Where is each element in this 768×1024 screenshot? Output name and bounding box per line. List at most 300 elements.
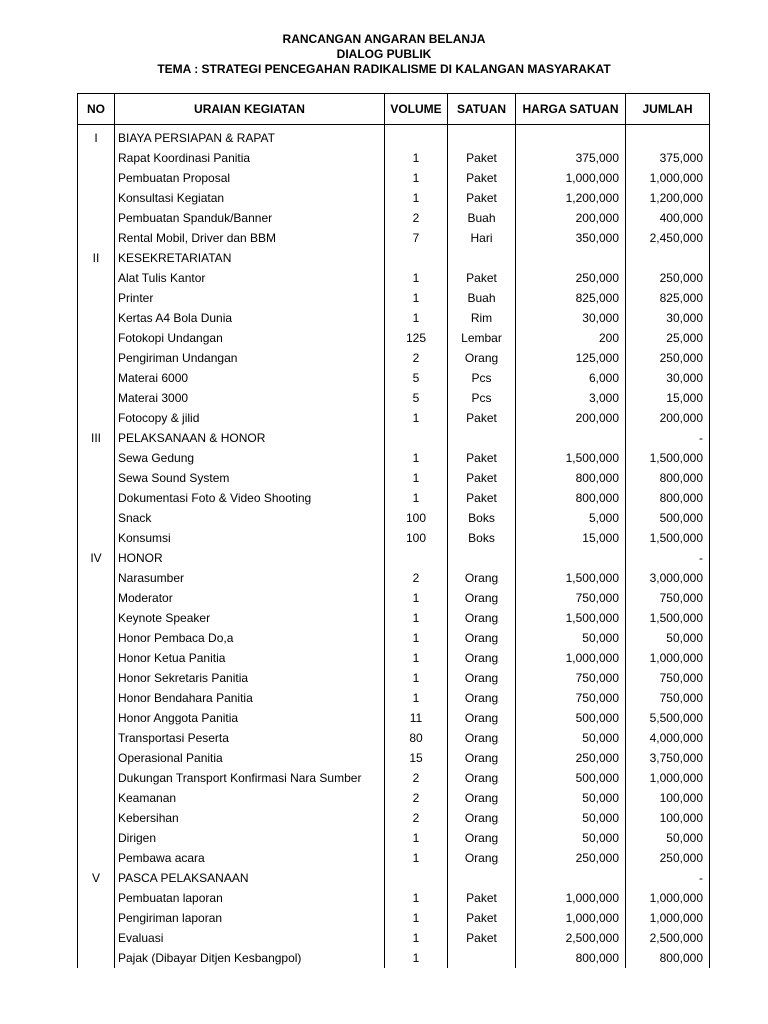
row-unit: Paket (448, 888, 516, 908)
row-no (78, 748, 115, 768)
row-description: Pajak (Dibayar Ditjen Kesbangpol) (115, 948, 385, 968)
table-row (78, 328, 710, 348)
row-total: 15,000 (626, 388, 710, 408)
row-description: Honor Ketua Panitia (115, 648, 385, 668)
row-no (78, 288, 115, 308)
row-no (78, 848, 115, 868)
row-no (78, 628, 115, 648)
row-no (78, 348, 115, 368)
row-no (78, 408, 115, 428)
row-total: - (626, 548, 710, 568)
table-row (78, 608, 710, 628)
row-total: 250,000 (626, 348, 710, 368)
row-volume: 2 (385, 348, 448, 368)
row-no: V (78, 868, 115, 888)
row-total: 1,000,000 (626, 888, 710, 908)
row-total: 1,000,000 (626, 908, 710, 928)
row-unit: Paket (448, 408, 516, 428)
row-total: - (626, 868, 710, 888)
section-row (78, 125, 710, 149)
table-body (78, 125, 710, 969)
row-unit-price (516, 125, 626, 149)
row-unit-price: 1,000,000 (516, 908, 626, 928)
row-unit: Paket (448, 468, 516, 488)
row-unit: Lembar (448, 328, 516, 348)
row-unit: Orang (448, 768, 516, 788)
table-row (78, 708, 710, 728)
row-volume (385, 868, 448, 888)
row-volume: 1 (385, 288, 448, 308)
table-row (78, 828, 710, 848)
row-unit: Paket (448, 148, 516, 168)
row-no (78, 508, 115, 528)
section-row (78, 868, 710, 888)
row-description: Rapat Koordinasi Panitia (115, 148, 385, 168)
row-unit: Paket (448, 168, 516, 188)
table-row (78, 488, 710, 508)
row-total: 100,000 (626, 808, 710, 828)
row-total: 5,500,000 (626, 708, 710, 728)
row-description: Honor Sekretaris Panitia (115, 668, 385, 688)
col-header-no: NO (78, 94, 115, 125)
table-row (78, 688, 710, 708)
row-no (78, 808, 115, 828)
row-unit-price: 1,000,000 (516, 648, 626, 668)
row-unit: Paket (448, 448, 516, 468)
row-unit: Orang (448, 668, 516, 688)
row-total: 400,000 (626, 208, 710, 228)
row-volume: 1 (385, 588, 448, 608)
row-volume: 1 (385, 628, 448, 648)
row-unit: Orang (448, 808, 516, 828)
document-theme: TEMA : STRATEGI PENCEGAHAN RADIKALISME DI KALANGAN MASYARAKAT (157, 62, 611, 76)
budget-table (77, 93, 710, 968)
row-no: IV (78, 548, 115, 568)
row-unit-price: 1,500,000 (516, 448, 626, 468)
row-total: 1,000,000 (626, 768, 710, 788)
row-unit (448, 248, 516, 268)
row-unit-price: 500,000 (516, 768, 626, 788)
col-header-harga: HARGA SATUAN (516, 94, 626, 125)
row-volume: 2 (385, 788, 448, 808)
table-row (78, 508, 710, 528)
row-unit: Orang (448, 588, 516, 608)
table-row (78, 408, 710, 428)
table-row (78, 788, 710, 808)
row-volume: 1 (385, 668, 448, 688)
row-unit-price: 50,000 (516, 788, 626, 808)
col-header-volume: VOLUME (385, 94, 448, 125)
row-description: Alat Tulis Kantor (115, 268, 385, 288)
row-volume: 2 (385, 768, 448, 788)
row-description: KESEKRETARIATAN (115, 248, 385, 268)
table-row (78, 668, 710, 688)
row-no (78, 728, 115, 748)
table-row (78, 928, 710, 948)
row-total: 1,000,000 (626, 168, 710, 188)
row-unit: Orang (448, 708, 516, 728)
row-unit-price: 200,000 (516, 208, 626, 228)
row-unit: Paket (448, 928, 516, 948)
row-no (78, 148, 115, 168)
row-unit: Paket (448, 908, 516, 928)
row-description: Honor Bendahara Panitia (115, 688, 385, 708)
row-description: Keamanan (115, 788, 385, 808)
row-description: HONOR (115, 548, 385, 568)
table-header-row (78, 94, 710, 125)
row-description: Narasumber (115, 568, 385, 588)
row-unit-price: 200 (516, 328, 626, 348)
row-unit-price: 750,000 (516, 668, 626, 688)
row-total: 1,500,000 (626, 448, 710, 468)
row-unit: Boks (448, 528, 516, 548)
row-description: Honor Pembaca Do,a (115, 628, 385, 648)
row-no (78, 168, 115, 188)
row-total: 2,450,000 (626, 228, 710, 248)
col-header-satuan: SATUAN (448, 94, 516, 125)
row-unit: Paket (448, 188, 516, 208)
row-unit-price: 800,000 (516, 468, 626, 488)
row-description: Transportasi Peserta (115, 728, 385, 748)
row-unit-price: 500,000 (516, 708, 626, 728)
row-no: I (78, 125, 115, 149)
row-total: 50,000 (626, 828, 710, 848)
row-unit: Orang (448, 688, 516, 708)
row-description: Rental Mobil, Driver dan BBM (115, 228, 385, 248)
document-subtitle: DIALOG PUBLIK (336, 47, 432, 61)
row-unit-price: 1,500,000 (516, 608, 626, 628)
row-unit-price: 30,000 (516, 308, 626, 328)
row-no (78, 888, 115, 908)
table-row (78, 768, 710, 788)
row-total: 25,000 (626, 328, 710, 348)
row-description: Kertas A4 Bola Dunia (115, 308, 385, 328)
row-volume: 5 (385, 388, 448, 408)
row-no (78, 608, 115, 628)
row-no (78, 268, 115, 288)
row-no (78, 688, 115, 708)
document-header (0, 32, 768, 77)
row-total: 800,000 (626, 488, 710, 508)
row-unit-price: 5,000 (516, 508, 626, 528)
table-row (78, 388, 710, 408)
table-row (78, 168, 710, 188)
table-row (78, 188, 710, 208)
row-unit (448, 948, 516, 968)
row-description: Dokumentasi Foto & Video Shooting (115, 488, 385, 508)
row-total: 4,000,000 (626, 728, 710, 748)
row-volume: 2 (385, 568, 448, 588)
row-unit: Buah (448, 208, 516, 228)
row-description: Printer (115, 288, 385, 308)
row-unit: Orang (448, 728, 516, 748)
section-row (78, 428, 710, 448)
row-unit-price: 250,000 (516, 848, 626, 868)
row-no (78, 328, 115, 348)
row-unit-price: 250,000 (516, 268, 626, 288)
row-volume: 1 (385, 948, 448, 968)
row-unit: Orang (448, 568, 516, 588)
row-description: PELAKSANAAN & HONOR (115, 428, 385, 448)
row-total: 100,000 (626, 788, 710, 808)
row-no (78, 188, 115, 208)
table-row (78, 288, 710, 308)
row-description: Fotokopi Undangan (115, 328, 385, 348)
row-description: Kebersihan (115, 808, 385, 828)
col-header-jumlah: JUMLAH (626, 94, 710, 125)
row-total: 200,000 (626, 408, 710, 428)
row-total: 30,000 (626, 368, 710, 388)
row-volume: 1 (385, 608, 448, 628)
row-no (78, 448, 115, 468)
row-volume: 100 (385, 508, 448, 528)
row-total: 1,500,000 (626, 608, 710, 628)
table-row (78, 808, 710, 828)
row-unit (448, 428, 516, 448)
row-description: Pengiriman laporan (115, 908, 385, 928)
row-volume (385, 428, 448, 448)
table-row (78, 848, 710, 868)
row-no (78, 488, 115, 508)
row-unit: Orang (448, 828, 516, 848)
row-no (78, 468, 115, 488)
row-unit-price: 350,000 (516, 228, 626, 248)
row-unit: Orang (448, 788, 516, 808)
table-row (78, 528, 710, 548)
row-unit-price: 50,000 (516, 808, 626, 828)
row-unit-price: 825,000 (516, 288, 626, 308)
table-row (78, 888, 710, 908)
row-unit-price (516, 548, 626, 568)
row-unit: Paket (448, 488, 516, 508)
row-no (78, 528, 115, 548)
row-total: 800,000 (626, 468, 710, 488)
row-volume: 1 (385, 268, 448, 288)
row-no (78, 908, 115, 928)
row-total: 3,750,000 (626, 748, 710, 768)
row-unit: Buah (448, 288, 516, 308)
row-description: PASCA PELAKSANAAN (115, 868, 385, 888)
row-no: III (78, 428, 115, 448)
row-volume: 1 (385, 648, 448, 668)
row-total: 1,000,000 (626, 648, 710, 668)
table-row (78, 948, 710, 968)
row-unit: Rim (448, 308, 516, 328)
row-unit: Pcs (448, 368, 516, 388)
row-volume: 1 (385, 848, 448, 868)
row-unit: Orang (448, 348, 516, 368)
document-title: RANCANGAN ANGARAN BELANJA (282, 32, 486, 46)
row-unit-price: 1,000,000 (516, 168, 626, 188)
table-row (78, 308, 710, 328)
row-total: 750,000 (626, 668, 710, 688)
row-unit-price: 50,000 (516, 828, 626, 848)
section-row (78, 248, 710, 268)
row-volume: 1 (385, 908, 448, 928)
row-description: Pembawa acara (115, 848, 385, 868)
row-no (78, 308, 115, 328)
row-unit-price: 200,000 (516, 408, 626, 428)
row-volume: 125 (385, 328, 448, 348)
row-unit: Pcs (448, 388, 516, 408)
row-no (78, 588, 115, 608)
table-row (78, 728, 710, 748)
row-volume: 11 (385, 708, 448, 728)
row-total: 250,000 (626, 268, 710, 288)
table-row (78, 568, 710, 588)
row-no (78, 208, 115, 228)
row-description: Sewa Sound System (115, 468, 385, 488)
row-total (626, 248, 710, 268)
row-unit: Orang (448, 848, 516, 868)
row-volume: 1 (385, 408, 448, 428)
row-volume: 1 (385, 888, 448, 908)
row-total: 375,000 (626, 148, 710, 168)
row-unit: Orang (448, 748, 516, 768)
row-no (78, 668, 115, 688)
row-total: 500,000 (626, 508, 710, 528)
row-description: Konsumsi (115, 528, 385, 548)
row-description: Pembuatan Spanduk/Banner (115, 208, 385, 228)
row-no (78, 708, 115, 728)
row-description: Honor Anggota Panitia (115, 708, 385, 728)
row-unit-price: 750,000 (516, 688, 626, 708)
row-unit-price: 2,500,000 (516, 928, 626, 948)
row-description: Evaluasi (115, 928, 385, 948)
row-total: 2,500,000 (626, 928, 710, 948)
row-total (626, 125, 710, 149)
row-description: Pembuatan Proposal (115, 168, 385, 188)
row-no (78, 768, 115, 788)
table-row (78, 468, 710, 488)
row-description: Moderator (115, 588, 385, 608)
row-total: 3,000,000 (626, 568, 710, 588)
row-unit: Hari (448, 228, 516, 248)
row-total: 250,000 (626, 848, 710, 868)
row-unit: Orang (448, 628, 516, 648)
row-total: - (626, 428, 710, 448)
row-no (78, 228, 115, 248)
row-total: 1,200,000 (626, 188, 710, 208)
row-volume: 1 (385, 928, 448, 948)
row-no (78, 788, 115, 808)
row-unit (448, 548, 516, 568)
row-unit: Paket (448, 268, 516, 288)
row-total: 825,000 (626, 288, 710, 308)
table-row (78, 628, 710, 648)
table-row (78, 588, 710, 608)
row-volume (385, 548, 448, 568)
row-no (78, 648, 115, 668)
row-no (78, 948, 115, 968)
row-no (78, 388, 115, 408)
row-description: Konsultasi Kegiatan (115, 188, 385, 208)
row-volume: 7 (385, 228, 448, 248)
row-no (78, 828, 115, 848)
row-description: Dirigen (115, 828, 385, 848)
row-description: Pengiriman Undangan (115, 348, 385, 368)
row-description: Keynote Speaker (115, 608, 385, 628)
row-unit-price: 15,000 (516, 528, 626, 548)
row-volume: 2 (385, 208, 448, 228)
row-unit-price: 1,000,000 (516, 888, 626, 908)
row-unit-price: 3,000 (516, 388, 626, 408)
row-unit-price (516, 428, 626, 448)
row-description: Materai 6000 (115, 368, 385, 388)
row-description: Materai 3000 (115, 388, 385, 408)
row-description: Dukungan Transport Konfirmasi Nara Sumber (115, 768, 385, 788)
row-description: Sewa Gedung (115, 448, 385, 468)
row-unit (448, 125, 516, 149)
row-total: 750,000 (626, 588, 710, 608)
table-row (78, 648, 710, 668)
row-total: 30,000 (626, 308, 710, 328)
row-unit-price (516, 868, 626, 888)
row-description: Fotocopy & jilid (115, 408, 385, 428)
row-total: 50,000 (626, 628, 710, 648)
row-unit: Orang (448, 608, 516, 628)
row-total: 750,000 (626, 688, 710, 708)
table-row (78, 228, 710, 248)
row-total: 1,500,000 (626, 528, 710, 548)
col-header-uraian: URAIAN KEGIATAN (115, 94, 385, 125)
table-row (78, 748, 710, 768)
row-no (78, 568, 115, 588)
row-volume: 1 (385, 188, 448, 208)
row-description: Operasional Panitia (115, 748, 385, 768)
row-no: II (78, 248, 115, 268)
row-description: BIAYA PERSIAPAN & RAPAT (115, 125, 385, 149)
row-unit-price: 1,200,000 (516, 188, 626, 208)
row-volume: 15 (385, 748, 448, 768)
row-unit-price: 750,000 (516, 588, 626, 608)
row-unit-price: 1,500,000 (516, 568, 626, 588)
table-row (78, 148, 710, 168)
row-volume (385, 125, 448, 149)
row-no (78, 368, 115, 388)
row-unit: Orang (448, 648, 516, 668)
row-unit: Boks (448, 508, 516, 528)
row-no (78, 928, 115, 948)
table-row (78, 348, 710, 368)
row-volume: 2 (385, 808, 448, 828)
row-volume: 1 (385, 168, 448, 188)
row-volume: 80 (385, 728, 448, 748)
row-unit-price: 250,000 (516, 748, 626, 768)
row-unit-price: 800,000 (516, 948, 626, 968)
row-volume: 5 (385, 368, 448, 388)
row-volume: 1 (385, 448, 448, 468)
row-unit-price: 50,000 (516, 728, 626, 748)
row-total: 800,000 (626, 948, 710, 968)
row-volume: 100 (385, 528, 448, 548)
table-row (78, 208, 710, 228)
row-unit-price: 800,000 (516, 488, 626, 508)
row-unit-price (516, 248, 626, 268)
row-unit-price: 375,000 (516, 148, 626, 168)
row-volume: 1 (385, 688, 448, 708)
row-volume: 1 (385, 488, 448, 508)
row-unit-price: 125,000 (516, 348, 626, 368)
row-unit-price: 6,000 (516, 368, 626, 388)
row-volume: 1 (385, 828, 448, 848)
row-unit-price: 50,000 (516, 628, 626, 648)
row-description: Pembuatan laporan (115, 888, 385, 908)
table-row (78, 908, 710, 928)
row-volume: 1 (385, 468, 448, 488)
row-volume (385, 248, 448, 268)
row-volume: 1 (385, 308, 448, 328)
